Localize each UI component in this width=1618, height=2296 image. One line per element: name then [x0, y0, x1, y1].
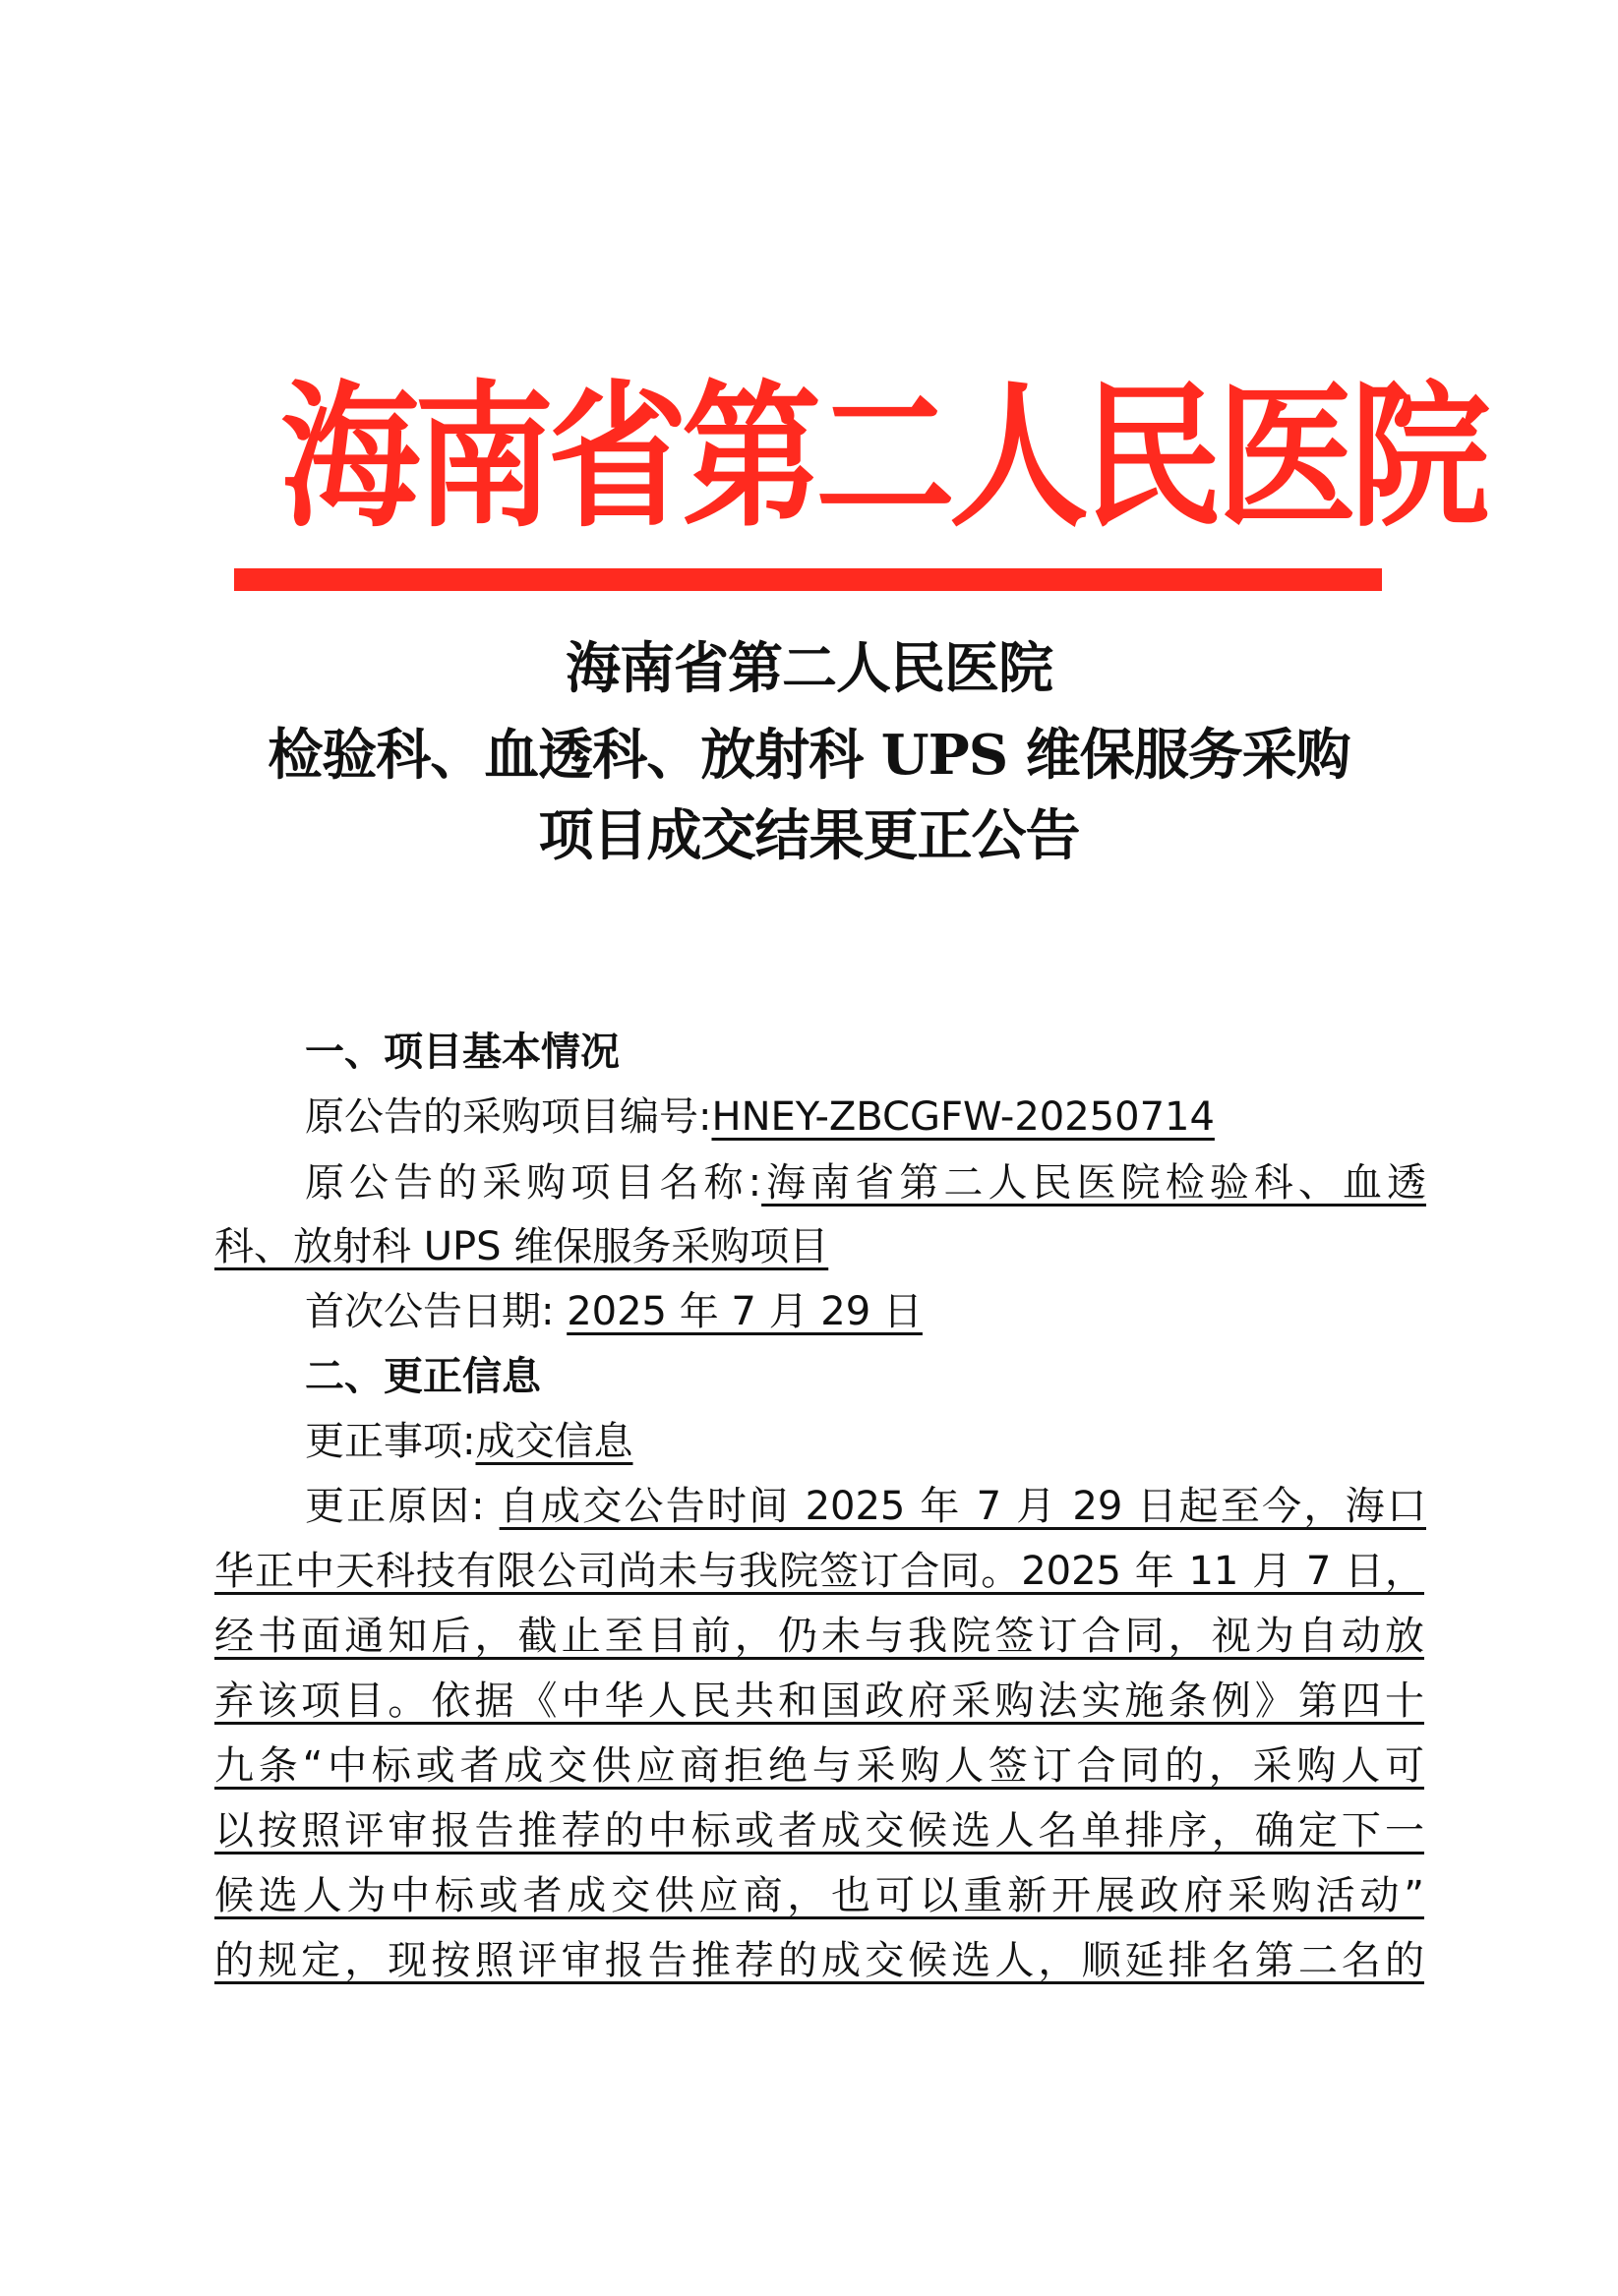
first-notice-date-value: 2025 年 7 月 29 日 [567, 1289, 923, 1334]
masthead-red-rule [234, 568, 1382, 591]
correction-reason-line: 经书面通知后，截止至目前，仍未与我院签订合同，视为自动放 [214, 1614, 1424, 1659]
correction-reason-line: 九条“中标或者成交供应商拒绝与采购人签订合同的，采购人可 [214, 1743, 1424, 1789]
project-number-value: HNEY-ZBCGFW-20250714 [711, 1094, 1215, 1140]
project-name-row-continued [214, 1219, 1424, 1274]
section-1-heading: 一、项目基本情况 [305, 1030, 620, 1075]
section-2-heading: 二、更正信息 [305, 1354, 541, 1399]
first-notice-date-label: 首次公告日期: [305, 1289, 568, 1334]
project-number-label: 原公告的采购项目编号: [305, 1094, 712, 1140]
document-title-line-2: 检验科、血透科、放射科 UPS 维保服务采购 [268, 723, 1350, 788]
project-name-row [305, 1155, 1426, 1210]
project-number-row [305, 1089, 1426, 1145]
correction-reason-line: 候选人为中标或者成交供应商，也可以重新开展政府采购活动” [214, 1873, 1424, 1918]
correction-reason-line: 华正中天科技有限公司尚未与我院签订合同。2025 年 11 月 7 日， [214, 1549, 1424, 1594]
project-name-value-part2: 科、放射科 UPS 维保服务采购项目 [214, 1224, 829, 1269]
correction-item-value: 成交信息 [475, 1419, 633, 1464]
correction-reason-line: 弃该项目。依据《中华人民共和国政府采购法实施条例》第四十 [214, 1678, 1424, 1724]
masthead-org-name: 海南省第二人民医院 [280, 366, 1484, 550]
document-title-line-3: 项目成交结果更正公告 [538, 803, 1080, 868]
correction-item-row [305, 1414, 1426, 1469]
first-notice-date-row [305, 1284, 1426, 1339]
correction-reason-line: 以按照评审报告推荐的中标或者成交候选人名单排序，确定下一 [214, 1808, 1424, 1854]
correction-reason-line: 自成交公告时间 2025 年 7 月 29 日起至今，海口 [499, 1484, 1426, 1529]
project-name-label: 原公告的采购项目名称: [305, 1160, 762, 1206]
project-name-value-part1: 海南省第二人民医院检验科、血透 [761, 1160, 1427, 1206]
correction-reason-line: 的规定，现按照评审报告推荐的成交候选人，顺延排名第二名的 [214, 1938, 1424, 1983]
correction-reason-row [305, 1479, 1426, 1534]
correction-reason-label: 更正原因: [305, 1484, 500, 1529]
correction-item-label: 更正事项: [305, 1419, 476, 1464]
document-title-line-1: 海南省第二人民医院 [566, 636, 1052, 701]
